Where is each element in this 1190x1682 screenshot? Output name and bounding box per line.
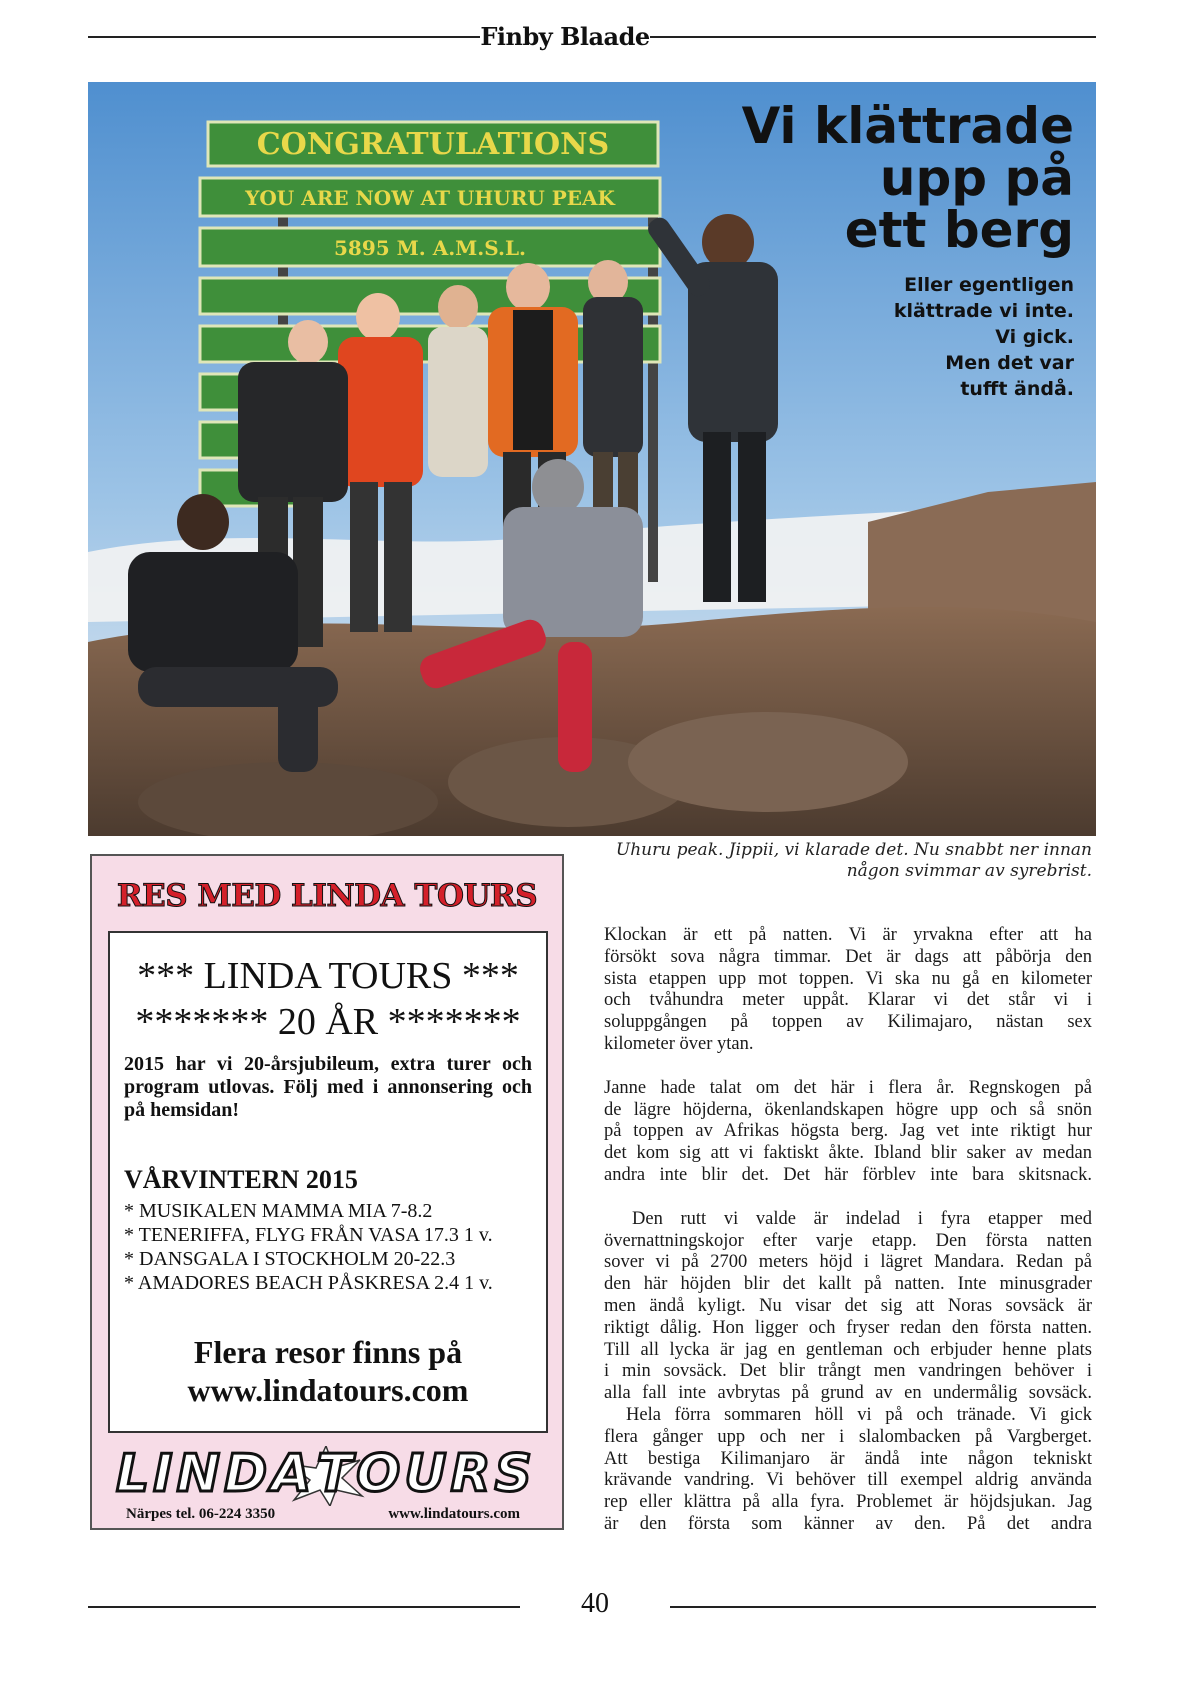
text-line: det kom sig att vi faktiskt åkte. Ibland blir saker av medan: [604, 1143, 1092, 1164]
subhead-line: Men det var: [945, 352, 1074, 374]
text-line: riktigt dålig. Hon ligger och fryser redan den första natten.: [604, 1317, 1092, 1338]
ad-trip-item: * TENERIFFA, FLYG FRÅN VASA 17.3 1 v.: [124, 1224, 493, 1246]
caption-line: Uhuru peak. Jippii, vi klarade det. Nu snabbt ner innan: [615, 840, 1092, 860]
article-subheadline: [894, 272, 1074, 402]
text-line: den här höjden blir det kallt på natten. Inte minusgrader: [604, 1274, 1092, 1295]
sign-text-1: CONGRATULATIONS: [256, 127, 610, 162]
sign-text-3: 5895 M. A.M.S.L.: [334, 236, 526, 260]
text-line: sista etappen upp mot toppen. Vi ska nu gå en kilometer: [604, 968, 1092, 989]
text-line: övernattningskojor efter varje etapp. Den första natten: [604, 1230, 1092, 1251]
article-paragraph: [604, 925, 1092, 1056]
article-paragraph: [604, 1209, 1092, 1536]
text-line: Klockan är ett på natten. Vi är yrvakna efter att ha: [604, 925, 1092, 945]
ad-trip-item: * DANSGALA I STOCKHOLM 20-22.3: [124, 1248, 456, 1270]
headline-line: upp på: [879, 149, 1074, 207]
text-line: andra inte blir det. Det här förblev inte bara skitsnack.: [604, 1164, 1092, 1185]
ad-title: [110, 953, 546, 1045]
ad-more-line: Flera resor finns på: [193, 1334, 463, 1370]
sign-text-2: YOU ARE NOW AT UHURU PEAK: [245, 186, 615, 210]
text-line: på toppen av Afrikas högsta berg. Jag vet inte riktigt hur: [604, 1121, 1092, 1142]
article-paragraph: [604, 1078, 1092, 1187]
page-number: 40: [581, 1588, 609, 1619]
text-line: försökt sova några timmar. Det är dags att påbörja den: [604, 946, 1092, 967]
subhead-line: klättrade vi inte.: [893, 300, 1074, 322]
text-line: Hela förra sommaren höll vi på och tränade. Vi gick: [626, 1404, 1092, 1425]
article-headline: [741, 97, 1074, 259]
text-line: kilometer över ytan.: [604, 1033, 754, 1054]
text-line: alla fall inte avbrytas på grund av en undermålig sovsäck.: [604, 1383, 1092, 1404]
text-line: och tvåhundra meter uppåt. Klarar vi det står vi i: [604, 990, 1092, 1011]
ad-header: RES MED LINDA TOURS: [116, 878, 538, 914]
text-line: är den första som känner av den. På det andra: [604, 1513, 1092, 1534]
ad-trip-list: [124, 1199, 493, 1295]
subhead-line: Eller egentligen: [904, 274, 1074, 296]
masthead-rule-right: [650, 36, 1096, 38]
article-body: [604, 925, 1092, 1558]
footer-rule-left: [88, 1606, 520, 1608]
text-line: Den rutt vi valde är indelad i fyra etapper med: [632, 1208, 1092, 1229]
text-line: i min sovsäck. Det blir trångt men vandringen behöver i: [604, 1361, 1092, 1382]
ad-website-link[interactable]: www.lindatours.com: [187, 1372, 469, 1408]
ad-title-line: *** LINDA TOURS ***: [137, 955, 519, 997]
text-line: Till all lycka är jag en gentleman och erbjuder henne plats: [604, 1339, 1092, 1360]
text-line: Janne hade talat om det här i flera år. Regnskogen på: [604, 1077, 1092, 1098]
headline-line: ett berg: [844, 201, 1074, 259]
ad-trip-item: * AMADORES BEACH PÅSKRESA 2.4 1 v.: [124, 1272, 493, 1294]
subhead-line: Vi gick.: [995, 326, 1074, 348]
masthead-rule-left: [88, 36, 480, 38]
ad-season-heading: VÅRVINTERN 2015: [124, 1165, 358, 1194]
logo-word-linda: LINDA: [116, 1444, 316, 1504]
ad-trip-item: * MUSIKALEN MAMMA MIA 7-8.2: [124, 1200, 433, 1222]
text-line: rep eller klättra på alla fyra. Problemet är höjdsjukan. Jag: [604, 1492, 1092, 1513]
ad-description: 2015 har vi 20-årsjubileum, extra turer och program utlovas. Följ med i annonsering och på hemsidan!: [124, 1053, 532, 1121]
text-line: flera gånger upp och ner i slalombacken på Vargberget.: [604, 1426, 1092, 1447]
photo-caption: [560, 840, 1092, 882]
text-line: de lägre höjderna, ökenlandskapen högre upp och så snön: [604, 1099, 1092, 1120]
ad-inner-box: [108, 931, 548, 1433]
footer-rule-right: [670, 1606, 1096, 1608]
text-line: men ändå kyligt. Nu visar det sig att Noras sovsäck är: [604, 1295, 1092, 1316]
subhead-line: tufft ändå.: [960, 378, 1074, 400]
ad-phone: Närpes tel. 06-224 3350: [126, 1506, 276, 1522]
caption-line: någon svimmar av syrebrist.: [846, 861, 1092, 881]
text-line: krävande vandring. Vi behöver till exempel aldrig använda: [604, 1470, 1092, 1491]
masthead-title: Finby Blaade: [480, 22, 650, 51]
ad-web-link[interactable]: www.lindatours.com: [388, 1506, 520, 1522]
ad-title-line: ******* 20 ÅR *******: [135, 1001, 521, 1043]
headline-line: Vi klättrade: [741, 97, 1074, 155]
summit-photo: [88, 82, 1096, 836]
text-line: sover vi på 2700 meters höjd i lägret Mandara. Redan på: [604, 1252, 1092, 1273]
ad-more-trips: [110, 1333, 546, 1409]
linda-tours-advert: [90, 854, 564, 1530]
linda-tours-logo: [116, 1446, 536, 1506]
logo-word-tours: TOURS: [316, 1444, 536, 1504]
text-line: Att bestiga Kilimanjaro är ändå inte någon tekniskt: [604, 1448, 1092, 1469]
text-line: soluppgången på toppen av Kilimajaro, nästan sex: [604, 1012, 1092, 1033]
